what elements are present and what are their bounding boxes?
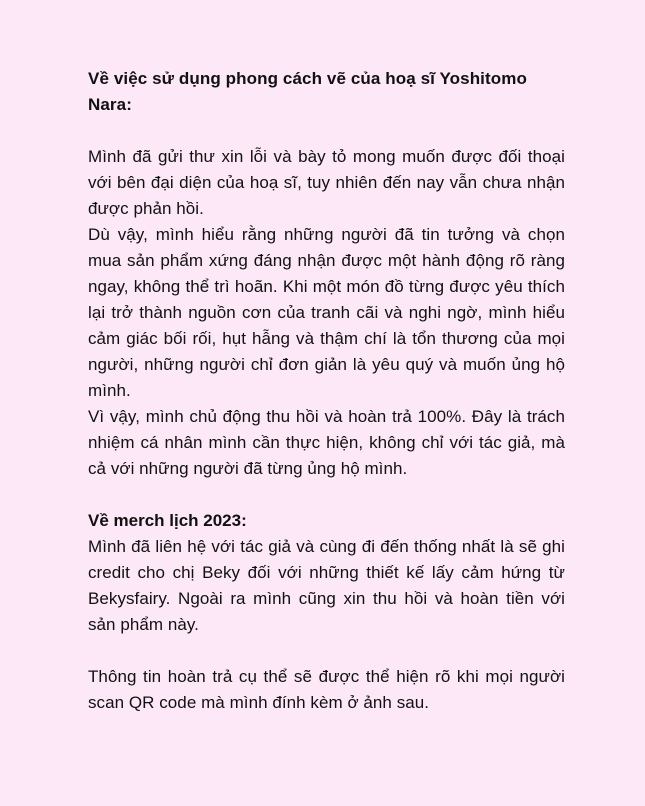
section-heading-merch-2023: Về merch lịch 2023: — [88, 511, 247, 530]
paragraph-understanding: Dù vậy, mình hiểu rằng những người đã tin tưởng và chọn mua sản phẩm xứng đáng nhận được một hành động rõ ràng ngay, không thể trì hoãn. Khi một món đồ từng được yêu thích lại trở thành nguồn cơn của tranh cãi và nghi ngờ, mình hiểu cảm giác bối rối, hụt hẫng và thậm chí là tổn thương của mọi người, những người chỉ đơn giản là yêu quý và muốn ủng hộ mình. — [88, 225, 565, 400]
paragraph-refund-info: Thông tin hoàn trả cụ thể sẽ được thể hiện rõ khi mọi người scan QR code mà mình đính kèm ở ảnh sau. — [88, 667, 565, 712]
paragraph-apology-letter: Mình đã gửi thư xin lỗi và bày tỏ mong muốn được đối thoại với bên đại diện của hoạ sĩ, tuy nhiên đến nay vẫn chưa nhận được phản hồi. — [88, 147, 565, 218]
spacer — [88, 482, 565, 508]
spacer — [88, 638, 565, 664]
section-heading-nara-style: Về việc sử dụng phong cách vẽ của hoạ sĩ Yoshitomo Nara: — [88, 69, 527, 114]
spacer — [88, 118, 565, 144]
paragraph-merch-credit: Mình đã liên hệ với tác giả và cùng đi đến thống nhất là sẽ ghi credit cho chị Beky đối với những thiết kế lấy cảm hứng từ Bekysfairy. Ngoài ra mình cũng xin thu hồi và hoàn tiền với sản phẩm này. — [88, 537, 565, 634]
paragraph-refund-100: Vì vậy, mình chủ động thu hồi và hoàn trả 100%. Đây là trách nhiệm cá nhân mình cần thực hiện, không chỉ với tác giả, mà cả với những người đã từng ủng hộ mình. — [88, 407, 565, 478]
